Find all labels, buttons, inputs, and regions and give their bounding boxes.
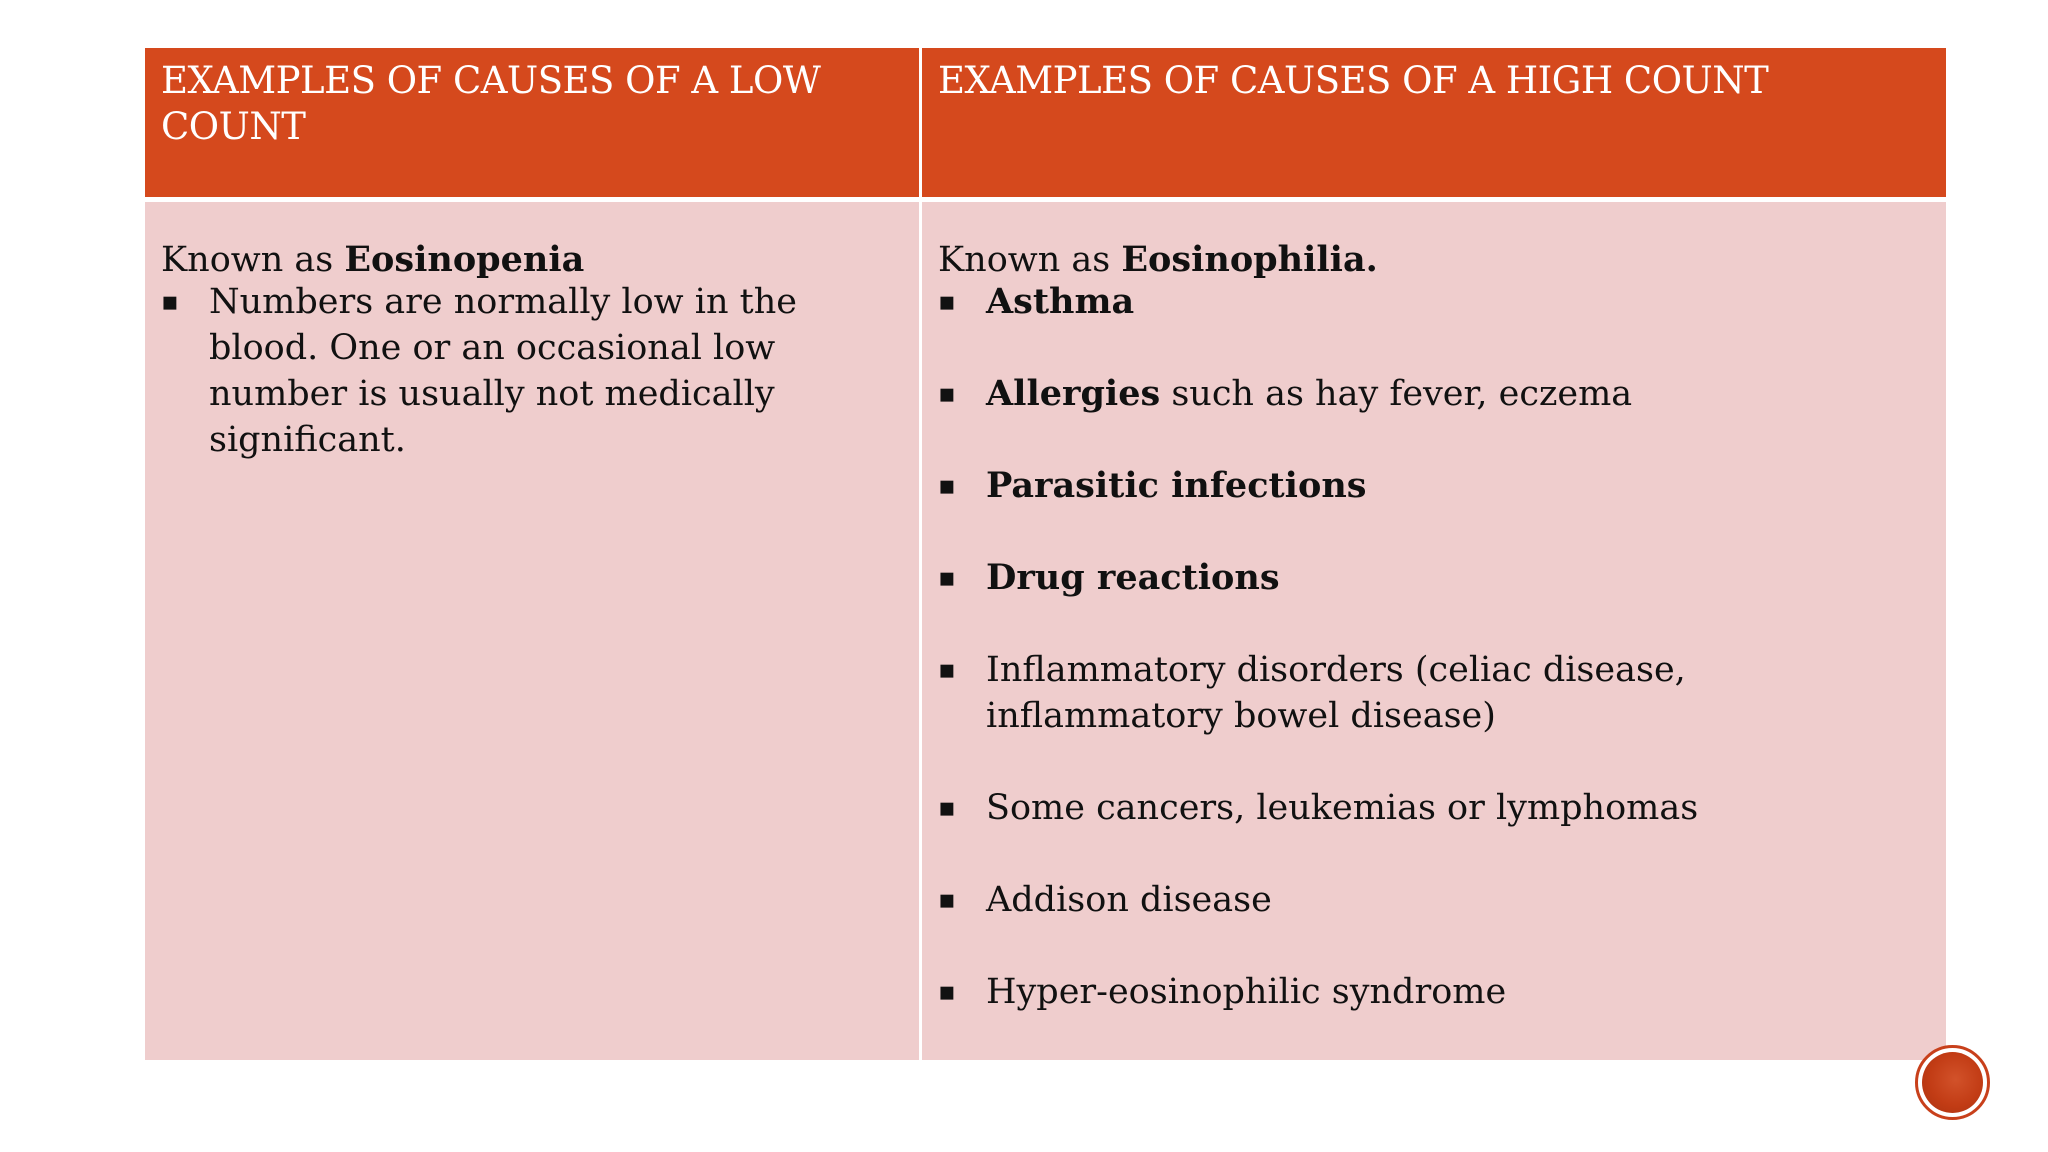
bullet-marker: ▪ xyxy=(938,287,956,317)
bullet-marker: ▪ xyxy=(938,793,956,823)
intro-prefix: Known as xyxy=(161,240,345,280)
list-item-text: Allergies such as hay fever, eczema xyxy=(986,373,1633,414)
bullet-marker: ▪ xyxy=(938,655,956,685)
list-item xyxy=(938,279,1934,325)
list-item-text: Drug reactions xyxy=(986,557,1280,598)
column-divider xyxy=(919,48,922,1060)
cell-low-count xyxy=(145,202,919,1060)
term-eosinophilia: Eosinophilia. xyxy=(1121,239,1378,280)
bullet-marker: ▪ xyxy=(938,885,956,915)
slide-corner-badge-icon xyxy=(1915,1045,1990,1120)
list-item xyxy=(938,371,1934,417)
list-item xyxy=(938,647,1726,739)
list-item-text: Some cancers, leukemias or lymphomas xyxy=(986,788,1699,828)
list-item xyxy=(161,279,907,463)
comparison-table xyxy=(145,48,1946,1060)
list-item-text: Numbers are normally low in the blood. One or an occasional low number is usually not medically significant. xyxy=(209,282,797,460)
cell-high-count xyxy=(922,202,1946,1060)
list-item-text: Addison disease xyxy=(986,880,1272,920)
intro-prefix: Known as xyxy=(938,240,1122,280)
list-item xyxy=(938,463,1934,509)
list-item xyxy=(938,969,1934,1015)
list-item-text: Hyper-eosinophilic syndrome xyxy=(986,972,1507,1012)
list-item-text: Inflammatory disorders (celiac disease, inflammatory bowel disease) xyxy=(986,650,1686,736)
bullet-marker: ▪ xyxy=(938,563,956,593)
header-high-count: EXAMPLES OF CAUSES OF A HIGH COUNT xyxy=(922,48,1946,197)
bullet-marker: ▪ xyxy=(161,287,179,317)
bullet-marker: ▪ xyxy=(938,471,956,501)
list-item xyxy=(938,555,1934,601)
term-eosinopenia: Eosinopenia xyxy=(344,239,585,280)
list-item-text: Parasitic infections xyxy=(986,465,1367,506)
header-low-count: EXAMPLES OF CAUSES OF A LOW COUNT xyxy=(145,48,919,197)
list-item-text: Asthma xyxy=(986,281,1135,322)
bullet-marker: ▪ xyxy=(938,977,956,1007)
intro-low-count xyxy=(161,237,584,283)
intro-high-count xyxy=(938,237,1378,283)
bullet-marker: ▪ xyxy=(938,379,956,409)
list-item xyxy=(938,877,1934,923)
list-item xyxy=(938,785,1934,831)
